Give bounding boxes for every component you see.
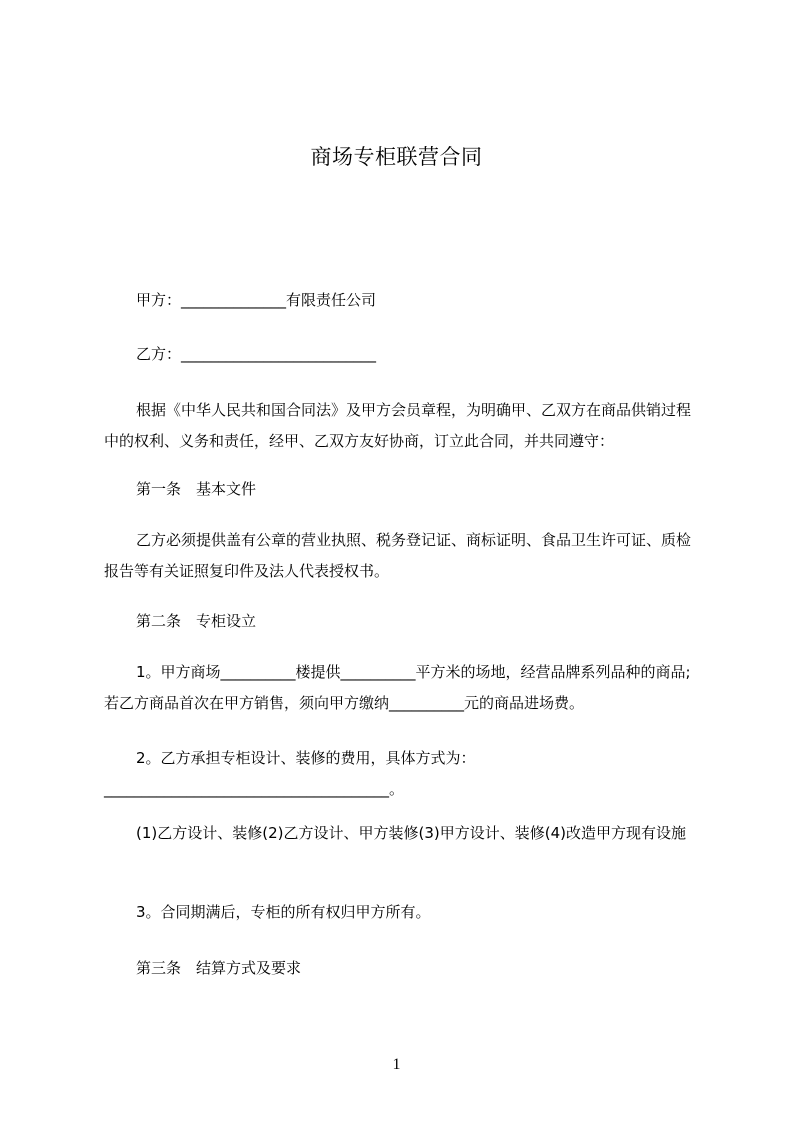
article-1-heading: 第一条 基本文件 — [136, 480, 257, 498]
document-title: 商场专柜联营合同 — [310, 145, 483, 169]
article-1-text: 乙方必须提供盖有公章的营业执照、税务登记证、商标证明、食品卫生许可证、质检报告等有关证照复印件及法人代表授权书。 — [104, 531, 692, 580]
article-2-item-1: 1。甲方商场__________楼提供__________平方米的场地，经营品牌系列品种的商品;若乙方商品首次在甲方销售，须向甲方缴纳__________元的商品进场费。 — [104, 663, 691, 712]
party-a-line: 甲方：______________有限责任公司 — [136, 291, 377, 309]
article-3-heading: 第三条 结算方式及要求 — [136, 959, 302, 977]
party-b-line: 乙方：__________________________ — [136, 345, 377, 363]
article-2-options: (1)乙方设计、装修(2)乙方设计、甲方装修(3)甲方设计、装修(4)改造甲方现有设施 — [136, 824, 686, 842]
article-2-item-2: 2。乙方承担专柜设计、装修的费用，具体方式为：______________________________________。 — [104, 749, 476, 798]
page-number: 1 — [392, 1056, 401, 1073]
preamble-paragraph: 根据《中华人民共和国合同法》及甲方会员章程，为明确甲、乙双方在商品供销过程中的权利、义务和责任，经甲、乙双方友好协商，订立此合同，并共同遵守： — [104, 401, 692, 450]
article-2-heading: 第二条 专柜设立 — [136, 612, 257, 630]
article-2-item-3: 3。合同期满后，专柜的所有权归甲方所有。 — [136, 903, 431, 921]
